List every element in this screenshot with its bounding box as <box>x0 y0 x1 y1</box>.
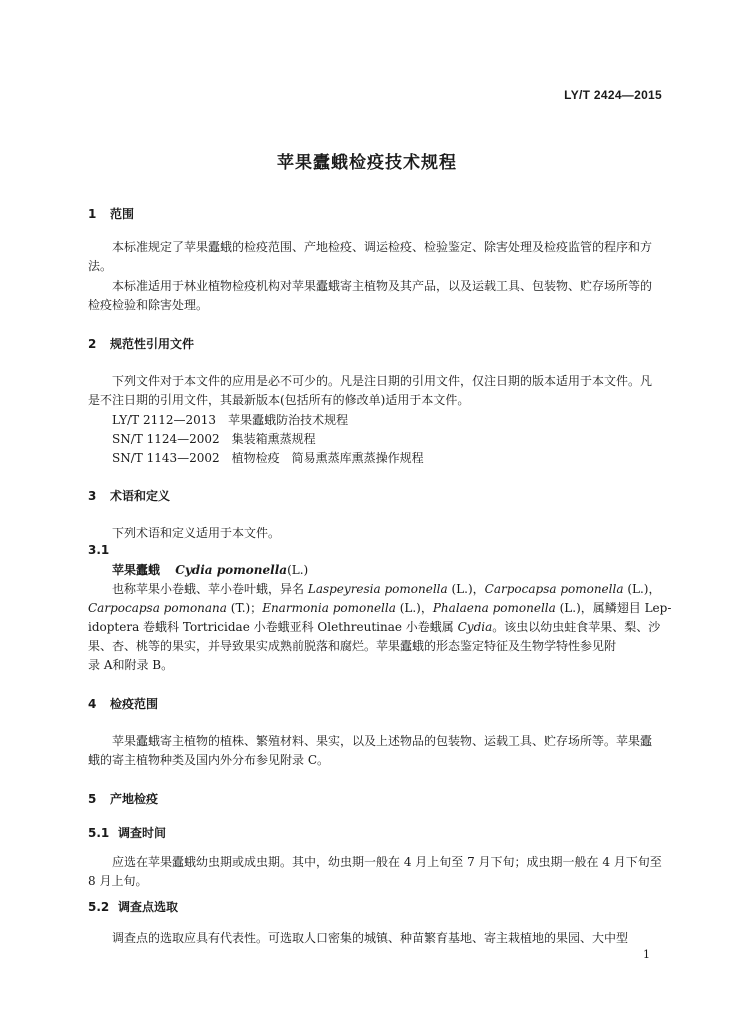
section-title: 检疫范围 <box>110 697 159 711</box>
section-4-heading <box>88 695 158 712</box>
section-title: 术语和定义 <box>110 489 171 503</box>
term-chinese: 苹果蠹蛾 <box>112 563 161 577</box>
standard-code: LY/T 2424—2015 <box>564 88 662 102</box>
section-1-heading <box>88 205 134 222</box>
section-number: 5 <box>88 792 97 806</box>
section-title: 范围 <box>110 207 135 221</box>
reference-item: LY/T 2112—2013 苹果蠹蛾防治技术规程 <box>112 413 349 427</box>
definition-text: (L.)，属鳞翅目 Lep- <box>559 601 672 615</box>
subsection-number: 3.1 <box>88 543 110 557</box>
section-5-heading <box>88 790 158 807</box>
definition-line-5: 录 A和附录 B。 <box>88 658 174 672</box>
quarantine-scope-paragraph: 苹果蠹蛾寄主植物的植株、繁殖材料、果实，以及上述物品的包装物、运载工具、贮存场所等。苹果蠹蛾的寄主植物种类及国内外分布参见附录 C。 <box>88 734 653 767</box>
subsection-number: 5.1 <box>88 826 110 840</box>
reference-item: SN/T 1143—2002 植物检疫 简易熏蒸库熏蒸操作规程 <box>112 451 424 465</box>
section-title: 产地检疫 <box>110 792 159 806</box>
synonym-latin: Carpocapsa pomonella <box>484 582 624 596</box>
synonym-latin: Laspeyresia pomonella <box>307 582 448 596</box>
section-number: 2 <box>88 337 97 351</box>
definition-text: (L.)， <box>627 582 661 596</box>
section-number: 3 <box>88 489 97 503</box>
term-entry <box>112 561 308 578</box>
scope-paragraph-2: 本标准适用于林业植物检疫机构对苹果蠹蛾寄主植物及其产品，以及运载工具、包装物、贮存场所等的检疫检验和除害处理。 <box>88 279 653 312</box>
subsection-title: 调查时间 <box>118 826 167 840</box>
definition-line-2 <box>88 599 671 616</box>
definition-text: 。该虫以幼虫蛀食苹果、梨、沙 <box>492 620 661 634</box>
subsection-title: 调查点选取 <box>118 900 179 914</box>
section-number: 4 <box>88 697 97 711</box>
section-2-heading <box>88 335 194 352</box>
terms-intro: 下列术语和定义适用于本文件。 <box>112 526 281 540</box>
definition-line-4: 果、杏、桃等的果实，并导致果实成熟前脱落和腐烂。苹果蠹蛾的形态鉴定特征及生物学特性参见附 <box>88 639 617 653</box>
scope-paragraph-1: 本标准规定了苹果蠹蛾的检疫范围、产地检疫、调运检疫、检验鉴定、除害处理及检疫监管的程序和方法。 <box>88 240 653 273</box>
definition-text: 也称苹果小卷蛾、苹小卷叶蛾，异名 <box>112 582 305 596</box>
page-number: 1 <box>643 948 650 961</box>
normative-references-intro: 下列文件对于本文件的应用是必不可少的。凡是注日期的引用文件，仅注日期的版本适用于本文件。凡是不注日期的引用文件，其最新版本(包括所有的修改单)适用于本文件。 <box>88 374 653 407</box>
synonym-latin: Phalaena pomonella <box>432 601 556 615</box>
genus-latin: Cydia <box>457 620 493 634</box>
synonym-latin: Enarmonia pomonella <box>262 601 396 615</box>
reference-item: SN/T 1124—2002 集装箱熏蒸规程 <box>112 432 316 446</box>
definition-line-1 <box>112 580 660 597</box>
section-title: 规范性引用文件 <box>110 337 195 351</box>
survey-time-paragraph: 应选在苹果蠹蛾幼虫期或成虫期。其中，幼虫期一般在 4 月上旬至 7 月下旬；成虫期一般在 4 月下旬至 8 月上旬。 <box>88 855 662 888</box>
term-latin: Cydia pomonella <box>175 563 288 577</box>
definition-text: (L.)， <box>451 582 485 596</box>
subsection-number: 5.2 <box>88 900 110 914</box>
synonym-latin: Carpocapsa pomonana <box>88 601 227 615</box>
subsection-5-2-heading <box>88 898 178 915</box>
definition-line-3 <box>88 618 660 635</box>
definition-text: idoptera 卷蛾科 Tortricidae 小卷蛾亚科 Olethreutinae 小卷蛾属 <box>88 620 454 634</box>
section-3-heading <box>88 487 170 504</box>
term-author: (L.) <box>287 563 309 577</box>
section-number: 1 <box>88 207 97 221</box>
survey-point-paragraph: 调查点的选取应具有代表性。可选取人口密集的城镇、种苗繁育基地、寄主栽植地的果园、大中型 <box>112 931 629 945</box>
subsection-5-1-heading <box>88 824 166 841</box>
document-title: 苹果蠹蛾检疫技术规程 <box>277 153 457 173</box>
definition-text: (L.)， <box>399 601 433 615</box>
definition-text: (T.)； <box>230 601 263 615</box>
